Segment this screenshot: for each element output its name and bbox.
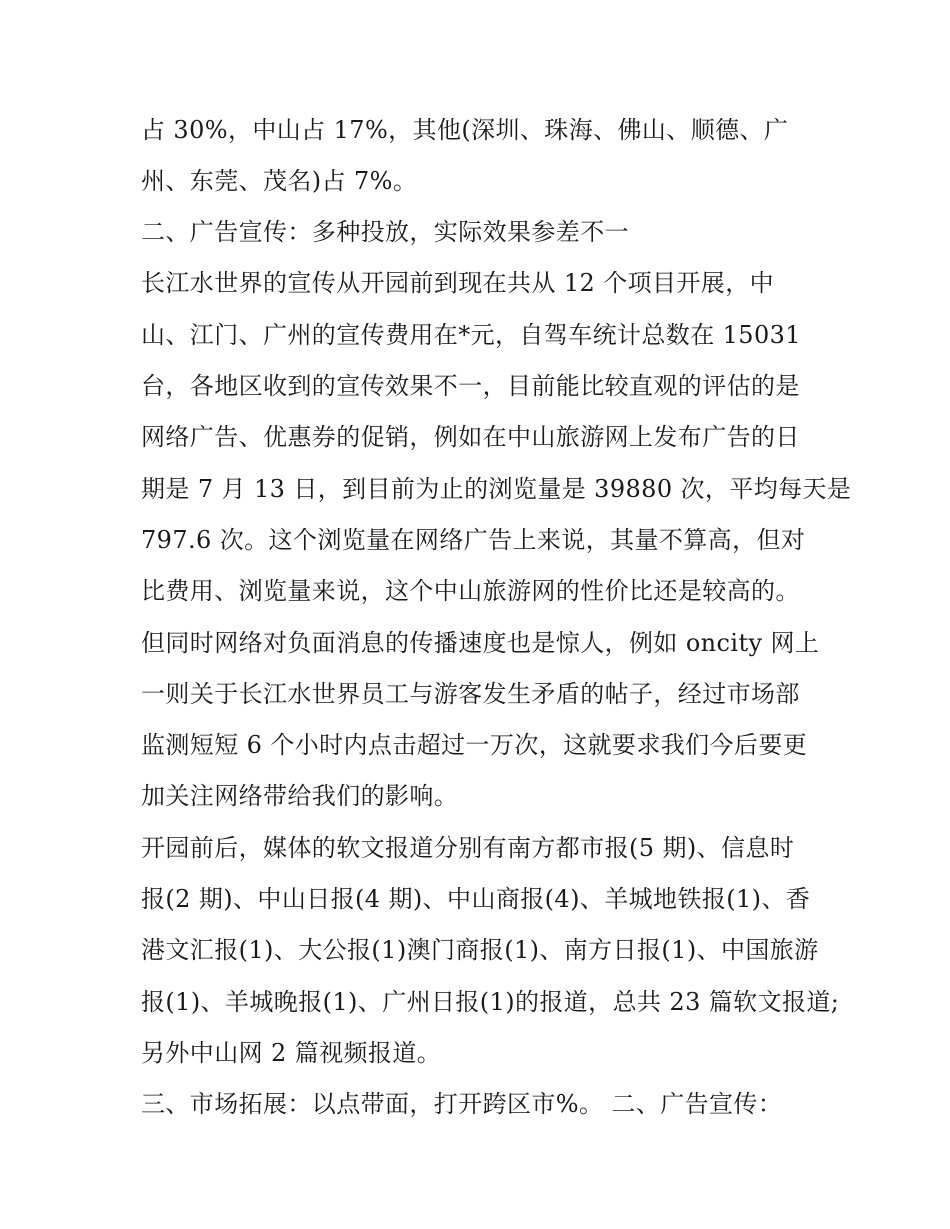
section-heading: 三、市场拓展：以点带面，打开跨区市%。 二、广告宣传：: [141, 1090, 783, 1118]
text-line: 报(1)、羊城晚报(1)、广州日报(1)的报道，总共 23 篇软文报道;: [141, 988, 840, 1016]
text-line: 但同时网络对负面消息的传播速度也是惊人，例如 oncity 网上: [141, 629, 820, 657]
text-line: 州、东莞、茂名)占 7%。: [141, 167, 418, 195]
text-line: 期是 7 月 13 日，到目前为止的浏览量是 39880 次，平均每天是: [141, 475, 852, 503]
text-line: 报(2 期)、中山日报(4 期)、中山商报(4)、羊城地铁报(1)、香: [141, 885, 811, 913]
text-line: 网络广告、优惠券的促销，例如在中山旅游网上发布广告的日: [141, 423, 800, 451]
text-line: 港文汇报(1)、大公报(1)澳门商报(1)、南方日报(1)、中国旅游: [141, 936, 819, 964]
text-line: 比费用、浏览量来说，这个中山旅游网的性价比还是较高的。: [141, 577, 800, 605]
text-line: 台，各地区收到的宣传效果不一，目前能比较直观的评估的是: [141, 372, 800, 400]
text-line: 797.6 次。这个浏览量在网络广告上来说，其量不算高，但对: [141, 526, 806, 554]
text-line: 占 30%，中山占 17%，其他(深圳、珠海、佛山、顺德、广: [141, 116, 789, 144]
text-line: 山、江门、广州的宣传费用在*元，自驾车统计总数在 15031: [141, 321, 801, 349]
text-line: 长江水世界的宣传从开园前到现在共从 12 个项目开展，中: [141, 269, 774, 297]
text-line: 监测短短 6 个小时内点击超过一万次，这就要求我们今后要更: [141, 731, 808, 759]
text-line: 另外中山网 2 篇视频报道。: [141, 1039, 442, 1067]
text-line: 开园前后，媒体的软文报道分别有南方都市报(5 期)、信息时: [141, 834, 795, 862]
text-line: 一则关于长江水世界员工与游客发生矛盾的帖子，经过市场部: [141, 680, 800, 708]
text-line: 加关注网络带给我们的影响。: [141, 782, 459, 810]
section-heading: 二、广告宣传：多种投放，实际效果参差不一: [141, 218, 629, 246]
